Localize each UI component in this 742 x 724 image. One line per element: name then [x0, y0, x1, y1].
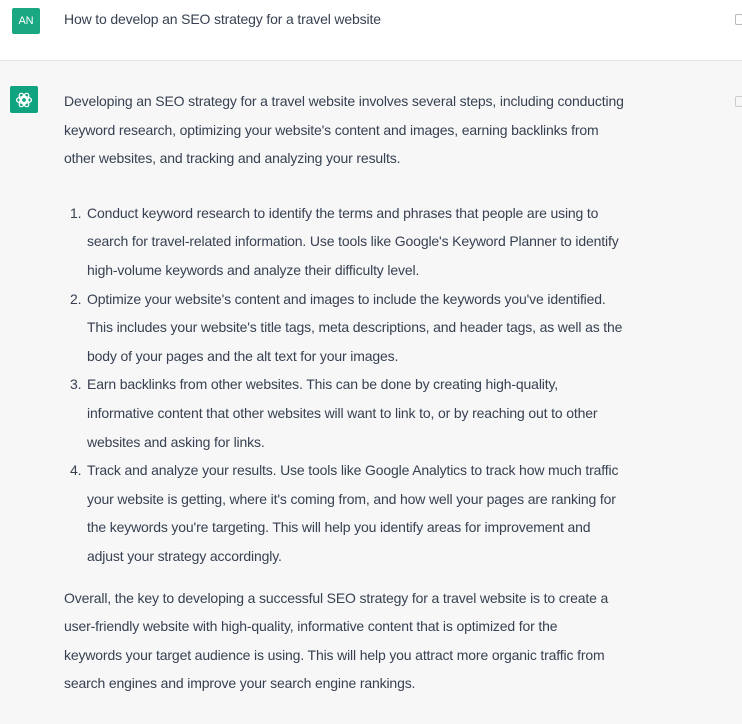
steps-list [64, 199, 624, 571]
step-number: 3. [70, 376, 82, 393]
text-line: the keywords you're targeting. This will help you identify areas for improvement and [87, 519, 591, 536]
edit-icon[interactable] [735, 14, 742, 25]
text-line: keywords your target audience is using. This will help you attract more organic traffic from [64, 646, 605, 663]
assistant-message-content [64, 87, 624, 724]
user-avatar: AN [12, 8, 40, 34]
text-line: your website is getting, where it's coming from, and how well your pages are ranking for [87, 490, 616, 507]
step-item [64, 370, 624, 456]
text-line: Track and analyze your results. Use tools like Google Analytics to track how much traffic [87, 462, 619, 479]
text-line: websites and asking for links. [87, 433, 265, 450]
text-line: high-volume keywords and analyze their difficulty level. [87, 261, 420, 278]
text-line: user-friendly website with high-quality, informative content that is optimized for the [64, 618, 558, 635]
user-message-text: How to develop an SEO strategy for a travel website [64, 11, 381, 27]
text-line: other websites, and tracking and analyzing your results. [64, 150, 401, 167]
text-line: Developing an SEO strategy for a travel website involves several steps, including conducting [64, 93, 624, 109]
text-line: informative content that other websites will want to link to, or by reaching out to other [87, 404, 598, 421]
text-line: This includes your website's title tags, meta descriptions, and header tags, as well as the [87, 319, 623, 336]
step-item [64, 285, 624, 371]
step-item [64, 456, 624, 570]
step-number: 4. [70, 462, 82, 479]
text-line: adjust your strategy accordingly. [87, 547, 282, 564]
openai-logo-icon [14, 90, 34, 110]
text-line: Optimize your website's content and images to include the keywords you've identified. [87, 290, 606, 307]
text-line: Earn backlinks from other websites. This can be done by creating high-quality, [87, 376, 559, 393]
text-line: search engines and improve your search engine rankings. [64, 675, 416, 692]
intro-paragraph [64, 87, 624, 173]
conclusion-paragraph [64, 584, 624, 698]
step-item [64, 199, 624, 285]
text-line: Conduct keyword research to identify the terms and phrases that people are using to [87, 204, 599, 221]
text-line: keyword research, optimizing your website's content and images, earning backlinks from [64, 121, 599, 138]
assistant-avatar [10, 86, 38, 113]
text-line: body of your pages and the alt text for your images. [87, 347, 399, 364]
step-number: 2. [70, 290, 82, 307]
text-line: Overall, the key to developing a successful SEO strategy for a travel website is to create a [64, 589, 609, 606]
text-line: search for travel-related information. Use tools like Google's Keyword Planner to identify [87, 233, 619, 250]
user-message [0, 0, 742, 61]
copy-icon[interactable] [735, 96, 742, 107]
step-number: 1. [70, 204, 82, 221]
